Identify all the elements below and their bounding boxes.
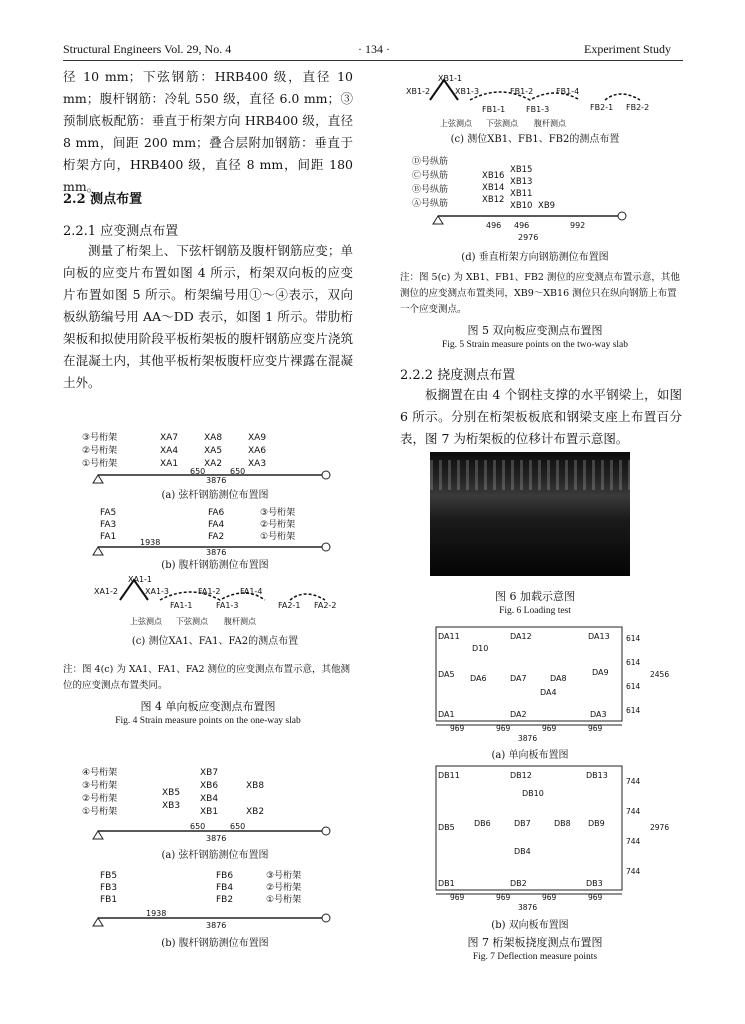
fig7a-point: DA11 (438, 632, 460, 641)
fig7b-caption: (b) 双向板布置图 (491, 920, 569, 931)
fig7a-point: DA6 (470, 674, 487, 683)
fig4b-truss: ③号桁架 (260, 508, 296, 518)
fig7b-point: DB1 (438, 879, 455, 888)
fig4a-dim: 650 (230, 467, 246, 476)
fig5d-point: XB10 (510, 201, 533, 211)
fig5b-point: FB6 (216, 871, 234, 881)
section-2-2-1-heading: 2.2.1 应变测点布置 (63, 224, 179, 239)
fig5a-truss-3: ③号桁架 (82, 781, 118, 791)
fig5d-point: XB16 (482, 171, 505, 181)
fig7b-point: DB10 (522, 789, 544, 798)
fig7a-point: DA1 (438, 710, 455, 719)
fig4b-truss: ①号桁架 (260, 532, 296, 542)
fig4b-point: FA1 (100, 532, 117, 542)
fig5-note: 注：图 5(c) 为 XB1、FB1、FB2 测位的应变测点布置示意，其他测位的应变测点布置类同，XB9～XB16 测位只在纵向钢筋上布置一个应变测点。 (400, 272, 680, 315)
fig4a-dim: 3876 (206, 476, 227, 484)
fig4b-point: FA3 (100, 520, 117, 530)
fig5a-caption: (a) 弦杆钢筋测位布置图 (161, 850, 269, 861)
fig4a-truss-1: ①号桁架 (82, 459, 118, 469)
fig5a-truss-4: ④号桁架 (82, 768, 118, 778)
fig5a-point: XB5 (162, 788, 181, 798)
fig7a-point: D10 (472, 644, 489, 653)
fig7-title-cn: 图 7 桁架板挠度测点布置图 (467, 936, 603, 949)
fig5c-label: FB2-1 (590, 103, 614, 112)
fig7a-point: DA13 (588, 632, 610, 641)
fig7a-point: DA2 (510, 710, 527, 719)
fig7a-dim-x: 969 (496, 724, 511, 733)
fig7b-dim-x: 969 (450, 893, 465, 902)
fig7a-point: DA9 (592, 668, 609, 677)
fig7b-point: DB12 (510, 771, 532, 780)
fig4a-point: XA1 (160, 459, 179, 469)
fig4a-point: XA6 (248, 446, 267, 456)
fig5a-truss-1: ①号桁架 (82, 807, 118, 817)
fig6-title-en: Fig. 6 Loading test (499, 606, 571, 616)
fig7a-point: DA8 (550, 674, 567, 683)
fig4a-point: XA2 (204, 459, 223, 469)
fig7b-point: DB2 (510, 879, 527, 888)
fig5a-diagram (80, 765, 350, 845)
fig5b-truss: ②号桁架 (266, 883, 302, 893)
fig4-title-cn: 图 4 单向板应变测点布置图 (140, 700, 276, 713)
fig4b-diagram (80, 505, 350, 557)
fig4a-diagram (80, 428, 350, 484)
fig5d-point: XB12 (482, 195, 505, 205)
fig5d-diagram (410, 150, 670, 244)
fig7a-point: DA7 (510, 674, 527, 683)
fig5b-truss: ③号桁架 (266, 871, 302, 881)
fig5a-point: XB7 (200, 768, 219, 778)
fig5d-bar: Ⓒ号纵筋 (412, 171, 449, 181)
fig4b-truss: ②号桁架 (260, 520, 296, 530)
section-header: Experiment Study (584, 42, 671, 56)
fig5c-caption: (c) 测位XB1、FB1、FB2的测点布置 (450, 134, 620, 145)
fig7a-dim-x: 3876 (518, 734, 538, 743)
fig5b-point: FB5 (100, 871, 118, 881)
fig4b-point: FA5 (100, 508, 117, 518)
fig7b-dim-y: 2976 (650, 823, 670, 832)
fig7a-point: DA12 (510, 632, 532, 641)
fig4a-point: XA5 (204, 446, 223, 456)
fig5a-dim: 650 (230, 822, 246, 831)
fig5d-bar: Ⓐ号纵筋 (412, 199, 449, 209)
fig5c-label: FB1-2 (510, 87, 534, 96)
fig7b-dim-y: 744 (626, 867, 641, 876)
fig4c-label: FA2-1 (278, 601, 301, 610)
fig5b-point: FB4 (216, 883, 234, 893)
fig7a-dim-x: 969 (450, 724, 465, 733)
fig5c-label: FB1-4 (556, 87, 580, 96)
fig7b-point: DB3 (586, 879, 603, 888)
fig7b-point: DB13 (586, 771, 608, 780)
fig7a-diagram (430, 625, 680, 745)
fig4c-label: FA2-2 (314, 601, 337, 610)
fig5a-point: XB4 (200, 794, 219, 804)
fig7b-point: DB9 (588, 819, 605, 828)
fig7b-dim-x: 3876 (518, 903, 538, 912)
fig5d-bar: Ⓑ号纵筋 (412, 185, 449, 195)
fig5b-dim: 1938 (146, 909, 167, 918)
fig5a-point: XB6 (200, 781, 219, 791)
fig5c-diagram (400, 72, 670, 128)
fig4b-caption: (b) 腹杆钢筋测位布置图 (161, 560, 269, 571)
fig7a-dim-y: 614 (626, 634, 641, 643)
fig5c-label: XB1-3 (455, 87, 480, 96)
fig7a-dim-y: 2456 (650, 670, 670, 679)
fig5d-dim: 992 (570, 221, 586, 230)
fig4a-point: XA7 (160, 433, 179, 443)
fig5d-bar: Ⓓ号纵筋 (412, 157, 449, 167)
fig5a-point: XB3 (162, 801, 181, 811)
fig4b-dim: 3876 (206, 548, 227, 557)
fig5c-label: XB1-2 (406, 87, 431, 96)
fig5d-point: XB14 (482, 183, 505, 193)
fig4c-legend-top: 上弦测点 (130, 617, 162, 626)
fig5a-dim: 650 (190, 822, 206, 831)
fig5c-legend-web: 腹杆测点 (534, 119, 566, 128)
journal-header: Structural Engineers Vol. 29, No. 4 (63, 42, 232, 56)
fig5c-label: FB1-1 (482, 105, 506, 114)
fig7b-point: DB8 (554, 819, 571, 828)
fig5d-dim: 496 (486, 221, 502, 230)
page-number: · 134 · (358, 42, 390, 56)
fig4a-caption: (a) 弦杆钢筋测位布置图 (161, 490, 269, 501)
fig7b-point: DB5 (438, 823, 455, 832)
fig5c-label: FB1-3 (526, 105, 550, 114)
fig7a-dim-y: 614 (626, 706, 641, 715)
fig7b-dim-y: 744 (626, 807, 641, 816)
header-rule (63, 60, 683, 61)
fig5-title-en: Fig. 5 Strain measure points on the two-way slab (441, 340, 628, 350)
fig5a-point: XB2 (246, 807, 265, 817)
fig4a-truss-2: ②号桁架 (82, 446, 118, 456)
fig5b-point: FB1 (100, 895, 118, 905)
fig5b-diagram (80, 866, 350, 930)
fig4c-label: FA1-4 (240, 587, 263, 596)
fig5b-dim: 3876 (206, 921, 227, 930)
fig5d-point: XB11 (510, 189, 533, 199)
fig7b-dim-x: 969 (588, 893, 603, 902)
fig5a-point: XB1 (200, 807, 219, 817)
fig4b-point: FA4 (208, 520, 225, 530)
fig4b-point: FA6 (208, 508, 225, 518)
fig5d-dim: 496 (514, 221, 530, 230)
section-2-2-2-heading: 2.2.2 挠度测点布置 (400, 368, 516, 383)
fig7a-point: DA3 (590, 710, 607, 719)
fig4a-point: XA3 (248, 459, 267, 469)
fig7a-point: DA5 (438, 670, 455, 679)
fig7a-dim-x: 969 (542, 724, 557, 733)
fig5d-point: XB9 (538, 201, 556, 211)
fig4c-legend-web: 腹杆测点 (224, 617, 256, 626)
fig4a-truss-3: ③号桁架 (82, 433, 118, 443)
fig4c-label: XA1-2 (94, 587, 119, 596)
fig4a-point: XA4 (160, 446, 179, 456)
fig4c-label: FA1-1 (170, 601, 193, 610)
fig5b-caption: (b) 腹杆钢筋测位布置图 (161, 938, 269, 949)
fig4b-dim: 1938 (140, 538, 161, 547)
fig5a-truss-2: ②号桁架 (82, 794, 118, 804)
fig7a-dim-y: 614 (626, 682, 641, 691)
fig7a-point: DA4 (540, 688, 557, 697)
fig7a-caption: (a) 单向板布置图 (491, 750, 569, 761)
fig7b-diagram (430, 764, 680, 914)
strain-paragraph: 测量了桁架上、下弦杆钢筋及腹杆钢筋应变；单向板的应变片布置如图 4 所示，桁架双向板的应变片布置如图 5 所示。桁架编号用①～④表示，双向板纵筋编号用 AA～DD 表示，如图 1 所示。带肋桁架板和拟使用阶段平板桁架板的腹杆钢筋应变片浇筑在混凝土内，其他平板桁架板腹杆应变片裸露在混凝土外。 (63, 243, 353, 390)
section-2-2-heading: 2.2 测点布置 (63, 192, 143, 207)
fig5-title-cn: 图 5 双向板应变测点布置图 (467, 324, 603, 337)
fig5d-point: XB15 (510, 165, 533, 175)
fig7b-point: DB11 (438, 771, 460, 780)
fig4c-label: FA1-3 (216, 601, 239, 610)
fig5c-label: FB2-2 (626, 103, 650, 112)
fig7b-dim-x: 969 (496, 893, 511, 902)
fig7-title-en: Fig. 7 Deflection measure points (472, 952, 598, 962)
fig7b-dim-y: 744 (626, 837, 641, 846)
fig4a-dim: 650 (190, 467, 206, 476)
fig4c-caption: (c) 测位XA1、FA1、FA2的测点布置 (131, 636, 299, 647)
materials-paragraph: 径 10 mm；下弦钢筋：HRB400 级，直径 10 mm；腹杆钢筋：冷轧 550 级，直径 6.0 mm；③预制底板配筋：垂直于桁架方向 HRB400 级，直径 8 mm，间距 200 mm；叠合层附加钢筋：垂直于桁架方向，HRB400 级，直径 8 mm，间距 180 mm。 (63, 69, 353, 194)
fig4-note: 注：图 4(c) 为 XA1、FA1、FA2 测位的应变测点布置示意，其他测位的应变测点布置类同。 (63, 664, 351, 691)
fig4c-label: XA1-3 (145, 587, 170, 596)
fig5c-legend-bottom: 下弦测点 (486, 119, 518, 128)
fig4-title-en: Fig. 4 Strain measure points on the one-way slab (115, 716, 301, 726)
fig7b-dim-y: 744 (626, 777, 641, 786)
fig7b-point: DB7 (514, 819, 531, 828)
fig5d-point: XB13 (510, 177, 533, 187)
fig5b-point: FB3 (100, 883, 118, 893)
fig4c-label: FA1-2 (198, 587, 221, 596)
fig5b-truss: ①号桁架 (266, 895, 302, 905)
fig4c-diagram (90, 572, 350, 630)
fig7a-dim-x: 969 (588, 724, 603, 733)
fig5c-label: XB1-1 (438, 74, 463, 83)
fig6-title-cn: 图 6 加载示意图 (495, 590, 575, 603)
fig4c-label: XA1-1 (128, 575, 153, 584)
fig5d-dim: 2976 (518, 233, 539, 242)
deflection-paragraph: 板搁置在由 4 个钢柱支撑的水平钢梁上，如图 6 所示。分别在桁架板板底和钢梁支座上布置百分表，图 7 为桁架板的位移计布置示意图。 (400, 387, 682, 446)
fig5b-point: FB2 (216, 895, 234, 905)
fig4c-legend-bottom: 下弦测点 (176, 617, 208, 626)
fig7b-point: DB6 (474, 819, 491, 828)
fig4a-point: XA9 (248, 433, 267, 443)
fig4a-point: XA8 (204, 433, 223, 443)
fig7a-dim-y: 614 (626, 658, 641, 667)
fig7b-point: DB4 (514, 847, 531, 856)
fig5a-point: XB8 (246, 781, 265, 791)
fig5d-caption: (d) 垂直桁架方向钢筋测位布置图 (461, 252, 609, 263)
fig7b-dim-x: 969 (542, 893, 557, 902)
fig5a-dim: 3876 (206, 834, 227, 843)
fig4b-point: FA2 (208, 532, 225, 542)
loading-test-photo (430, 452, 630, 576)
fig5c-legend-top: 上弦测点 (440, 119, 472, 128)
